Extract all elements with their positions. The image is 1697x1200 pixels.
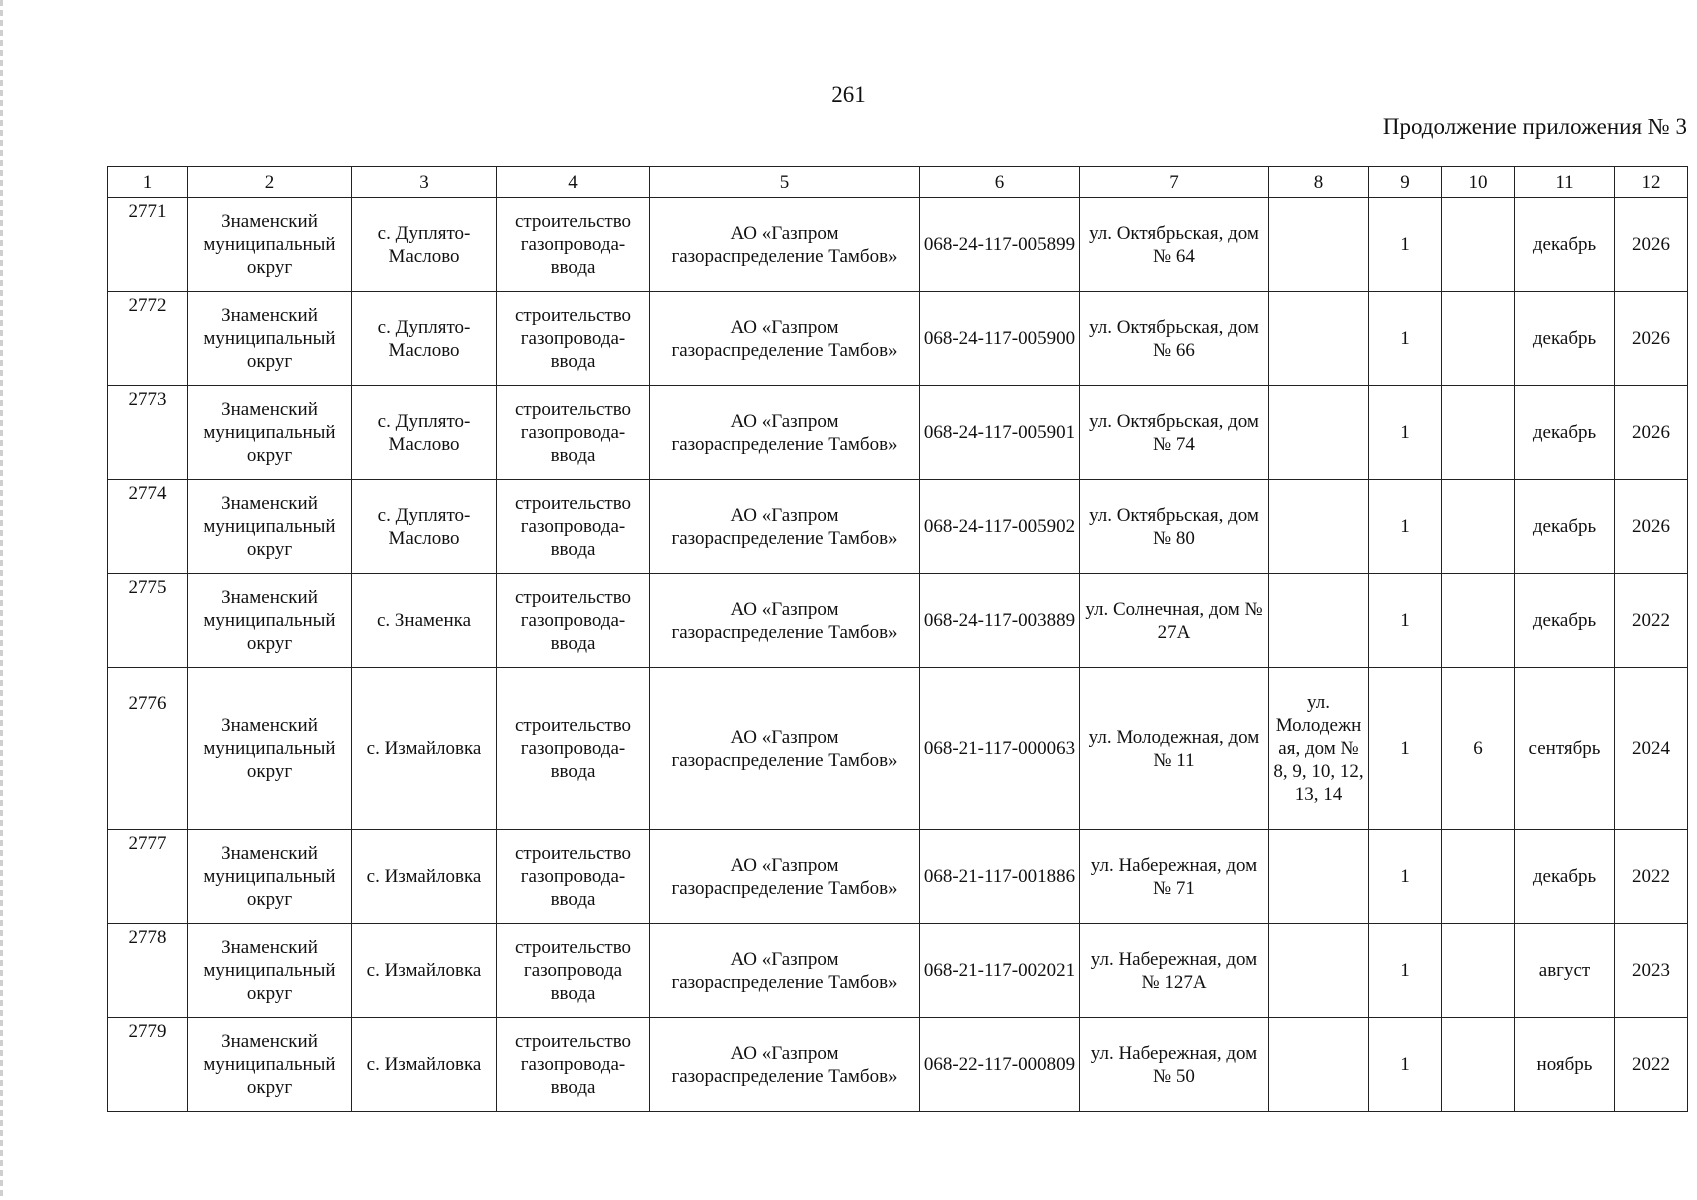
table-row	[108, 1018, 1688, 1112]
district-cell: Знаменский муниципальный округ	[188, 574, 352, 668]
application-number-cell: 068-24-117-005900	[920, 292, 1080, 386]
scan-edge	[0, 0, 3, 1200]
row-number: 2779	[108, 1018, 188, 1112]
year-cell: 2024	[1615, 668, 1688, 830]
application-number-cell: 068-24-117-005899	[920, 198, 1080, 292]
district-cell: Знаменский муниципальный округ	[188, 386, 352, 480]
additional-address-cell	[1269, 830, 1369, 924]
organization-cell: АО «Газпром газораспределение Тамбов»	[650, 480, 920, 574]
col-header: 2	[188, 167, 352, 198]
address-cell: ул. Октябрьская, дом № 74	[1080, 386, 1269, 480]
additional-address-cell	[1269, 924, 1369, 1018]
work-type-cell: строительство газопровода-ввода	[497, 386, 650, 480]
organization-cell: АО «Газпром газораспределение Тамбов»	[650, 292, 920, 386]
organization-cell: АО «Газпром газораспределение Тамбов»	[650, 668, 920, 830]
col-header: 3	[352, 167, 497, 198]
district-cell: Знаменский муниципальный округ	[188, 668, 352, 830]
month-cell: ноябрь	[1515, 1018, 1615, 1112]
settlement-cell: с. Знаменка	[352, 574, 497, 668]
month-cell: декабрь	[1515, 574, 1615, 668]
year-cell: 2022	[1615, 574, 1688, 668]
month-cell: декабрь	[1515, 830, 1615, 924]
count-cell: 1	[1369, 830, 1442, 924]
work-type-cell: строительство газопровода-ввода	[497, 574, 650, 668]
month-cell: декабрь	[1515, 292, 1615, 386]
district-cell: Знаменский муниципальный округ	[188, 1018, 352, 1112]
col-header: 11	[1515, 167, 1615, 198]
month-cell: декабрь	[1515, 386, 1615, 480]
work-type-cell: строительство газопровода-ввода	[497, 1018, 650, 1112]
application-number-cell: 068-24-117-005901	[920, 386, 1080, 480]
organization-cell: АО «Газпром газораспределение Тамбов»	[650, 924, 920, 1018]
col-header: 6	[920, 167, 1080, 198]
col-header: 7	[1080, 167, 1269, 198]
page-number: 261	[831, 82, 866, 107]
continuation-label: Продолжение приложения № 3	[1382, 114, 1687, 139]
address-cell: ул. Набережная, дом № 50	[1080, 1018, 1269, 1112]
col-header: 1	[108, 167, 188, 198]
header-row	[108, 167, 1688, 198]
register-table	[107, 166, 1688, 1112]
count-cell: 1	[1369, 1018, 1442, 1112]
table-row	[108, 198, 1688, 292]
address-cell: ул. Октябрьская, дом № 80	[1080, 480, 1269, 574]
year-cell: 2026	[1615, 386, 1688, 480]
additional-address-cell	[1269, 386, 1369, 480]
row-number: 2774	[108, 480, 188, 574]
extra-count-cell	[1442, 1018, 1515, 1112]
address-cell: ул. Набережная, дом № 71	[1080, 830, 1269, 924]
settlement-cell: с. Дуплято-Маслово	[352, 480, 497, 574]
address-cell: ул. Молодежная, дом № 11	[1080, 668, 1269, 830]
address-cell: ул. Октябрьская, дом № 66	[1080, 292, 1269, 386]
settlement-cell: с. Измайловка	[352, 924, 497, 1018]
count-cell: 1	[1369, 480, 1442, 574]
year-cell: 2026	[1615, 198, 1688, 292]
extra-count-cell	[1442, 386, 1515, 480]
settlement-cell: с. Дуплято-Маслово	[352, 198, 497, 292]
settlement-cell: с. Измайловка	[352, 1018, 497, 1112]
table-row	[108, 574, 1688, 668]
row-number: 2777	[108, 830, 188, 924]
col-header: 9	[1369, 167, 1442, 198]
col-header: 5	[650, 167, 920, 198]
row-number: 2776	[108, 668, 188, 830]
extra-count-cell	[1442, 480, 1515, 574]
settlement-cell: с. Измайловка	[352, 668, 497, 830]
application-number-cell: 068-21-117-001886	[920, 830, 1080, 924]
district-cell: Знаменский муниципальный округ	[188, 480, 352, 574]
settlement-cell: с. Дуплято-Маслово	[352, 292, 497, 386]
year-cell: 2026	[1615, 292, 1688, 386]
table-row	[108, 480, 1688, 574]
organization-cell: АО «Газпром газораспределение Тамбов»	[650, 1018, 920, 1112]
organization-cell: АО «Газпром газораспределение Тамбов»	[650, 386, 920, 480]
settlement-cell: с. Дуплято-Маслово	[352, 386, 497, 480]
address-cell: ул. Набережная, дом № 127А	[1080, 924, 1269, 1018]
table-row	[108, 830, 1688, 924]
additional-address-cell	[1269, 480, 1369, 574]
work-type-cell: строительство газопровода-ввода	[497, 830, 650, 924]
row-number: 2775	[108, 574, 188, 668]
work-type-cell: строительство газопровода-ввода	[497, 292, 650, 386]
year-cell: 2022	[1615, 830, 1688, 924]
district-cell: Знаменский муниципальный округ	[188, 924, 352, 1018]
work-type-cell: строительство газопровода-ввода	[497, 480, 650, 574]
extra-count-cell: 6	[1442, 668, 1515, 830]
organization-cell: АО «Газпром газораспределение Тамбов»	[650, 574, 920, 668]
table-row	[108, 292, 1688, 386]
work-type-cell: строительство газопровода ввода	[497, 924, 650, 1018]
month-cell: сентябрь	[1515, 668, 1615, 830]
extra-count-cell	[1442, 292, 1515, 386]
settlement-cell: с. Измайловка	[352, 830, 497, 924]
additional-address-cell	[1269, 1018, 1369, 1112]
table-row	[108, 668, 1688, 830]
row-number: 2773	[108, 386, 188, 480]
address-cell: ул. Солнечная, дом № 27А	[1080, 574, 1269, 668]
row-number: 2778	[108, 924, 188, 1018]
table-row	[108, 924, 1688, 1018]
organization-cell: АО «Газпром газораспределение Тамбов»	[650, 830, 920, 924]
count-cell: 1	[1369, 198, 1442, 292]
work-type-cell: строительство газопровода-ввода	[497, 668, 650, 830]
district-cell: Знаменский муниципальный округ	[188, 292, 352, 386]
col-header: 8	[1269, 167, 1369, 198]
count-cell: 1	[1369, 574, 1442, 668]
table-row	[108, 386, 1688, 480]
application-number-cell: 068-24-117-003889	[920, 574, 1080, 668]
additional-address-cell	[1269, 574, 1369, 668]
application-number-cell: 068-24-117-005902	[920, 480, 1080, 574]
col-header: 10	[1442, 167, 1515, 198]
organization-cell: АО «Газпром газораспределение Тамбов»	[650, 198, 920, 292]
additional-address-cell	[1269, 198, 1369, 292]
extra-count-cell	[1442, 924, 1515, 1018]
address-cell: ул. Октябрьская, дом № 64	[1080, 198, 1269, 292]
application-number-cell: 068-21-117-002021	[920, 924, 1080, 1018]
extra-count-cell	[1442, 198, 1515, 292]
year-cell: 2023	[1615, 924, 1688, 1018]
district-cell: Знаменский муниципальный округ	[188, 830, 352, 924]
additional-address-cell	[1269, 292, 1369, 386]
extra-count-cell	[1442, 574, 1515, 668]
row-number: 2771	[108, 198, 188, 292]
application-number-cell: 068-21-117-000063	[920, 668, 1080, 830]
extra-count-cell	[1442, 830, 1515, 924]
col-header: 4	[497, 167, 650, 198]
month-cell: август	[1515, 924, 1615, 1018]
year-cell: 2022	[1615, 1018, 1688, 1112]
application-number-cell: 068-22-117-000809	[920, 1018, 1080, 1112]
year-cell: 2026	[1615, 480, 1688, 574]
count-cell: 1	[1369, 924, 1442, 1018]
additional-address-cell: ул. Молодежная, дом № 8, 9, 10, 12, 13, 14	[1269, 668, 1369, 830]
row-number: 2772	[108, 292, 188, 386]
col-header: 12	[1615, 167, 1688, 198]
count-cell: 1	[1369, 386, 1442, 480]
month-cell: декабрь	[1515, 480, 1615, 574]
month-cell: декабрь	[1515, 198, 1615, 292]
count-cell: 1	[1369, 292, 1442, 386]
work-type-cell: строительство газопровода-ввода	[497, 198, 650, 292]
district-cell: Знаменский муниципальный округ	[188, 198, 352, 292]
count-cell: 1	[1369, 668, 1442, 830]
